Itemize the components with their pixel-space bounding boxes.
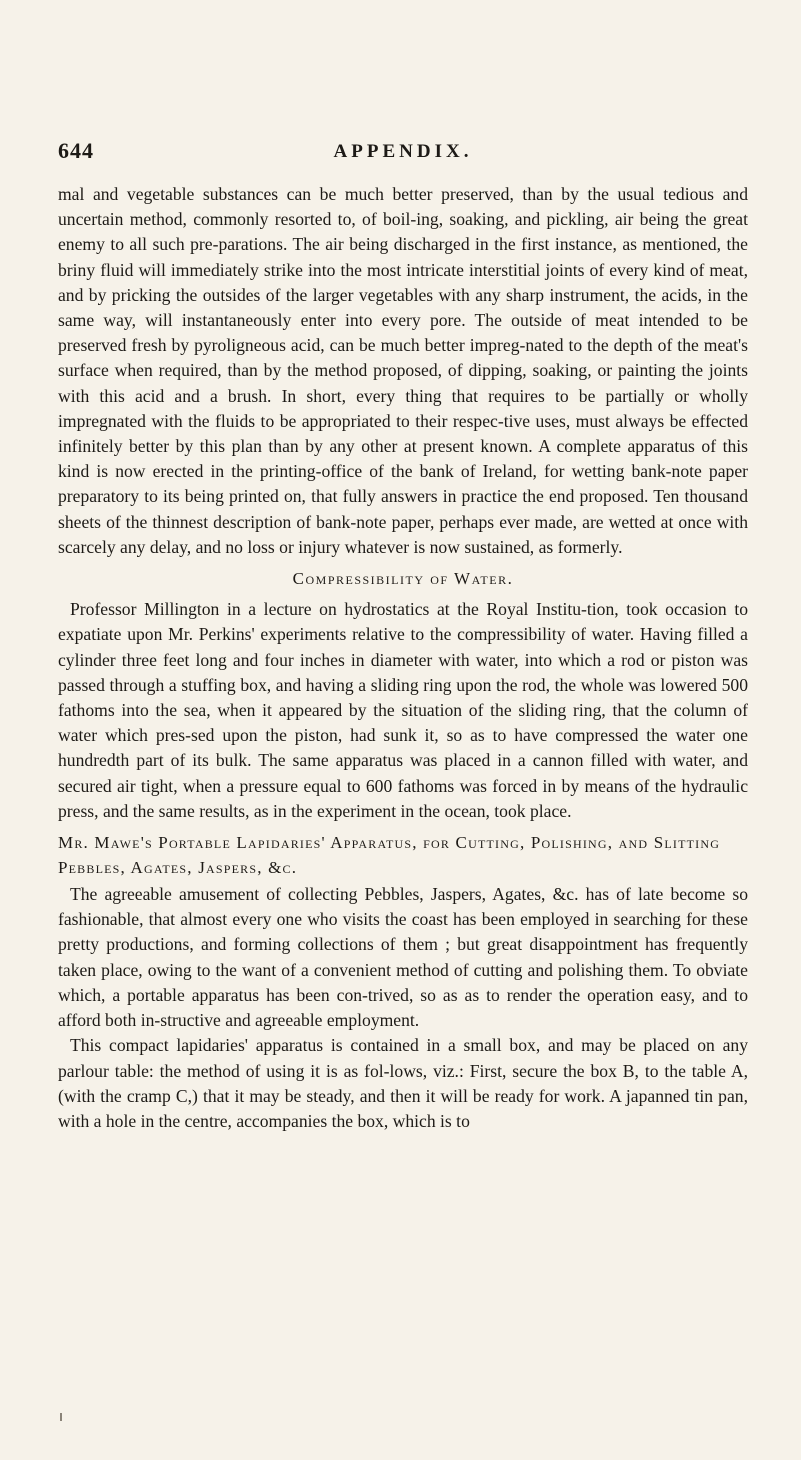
paragraph-compressibility: Professor Millington in a lecture on hydrostatics at the Royal Institu-tion, took occasion to expatiate upon Mr. Perkins' experiments relative to the compressibility of water. Having filled a cylinder three feet long and four inches in diameter with water, into which a rod or piston was passed through a stuffing box, and having a sliding ring upon the rod, the whole was lowered 500 fathoms into the sea, when it appeared by the situation of the sliding ring, that the column of water which pres-sed upon the piston, had sunk it, so as to have compressed the water one hundredth part of its bulk. The same apparatus was placed in a cannon filled with water, and secured air tight, when a pressure equal to 600 fathoms was forced in by means of the hydraulic press, and the same results, as in the experiment in the ocean, took place. bbox=[58, 599, 748, 821]
body-text bbox=[58, 182, 748, 1134]
section-heading-lapidaries: Mr. Mawe's Portable Lapidaries' Apparatus, for Cutting, Polishing, and Slitting Pebbles, Agates, Jaspers, &c. bbox=[58, 833, 721, 878]
paragraph-preservation: mal and vegetable substances can be much better preserved, than by the usual tedious and uncertain method, commonly resorted to, of boil-ing, soaking, and pickling, air being the great enemy to all such pre-parations. The air being discharged in the first instance, as mentioned, the briny fluid will immediately strike into the most intricate interstitial joints of every kind of meat, and by pricking the outsides of the larger vegetables with any sharp instrument, the acids, in the same way, will instantaneously enter into every pore. The outside of meat intended to be preserved fresh by pyroligneous acid, can be much better impreg-nated to the depth of the meat's surface when required, than by the method proposed, of dipping, soaking, or painting the joints with this acid and a brush. In short, every thing that requires to be partially or wholly impregnated with the fluids to be appropriated to their respec-tive uses, must always be effected infinitely better by this plan than by any other at present known. A complete apparatus of this kind is now erected in the printing-office of the bank of Ireland, for wetting bank-note paper preparatory to its being printed on, that fully answers in practice the end proposed. Ten thousand sheets of the thinnest description of bank-note paper, perhaps ever made, are wetted at once with scarcely any delay, and no loss or injury whatever is now sustained, as formerly. bbox=[58, 184, 748, 557]
paragraph-apparatus: This compact lapidaries' apparatus is contained in a small box, and may be placed on any parlour table: the method of using it is as fol-lows, viz.: First, secure the box B, to the table A, (with the cramp C,) that it may be steady, and then it will be ready for work. A japanned tin pan, with a hole in the centre, accompanies the box, which is to bbox=[58, 1035, 748, 1131]
page-number: 644 bbox=[58, 138, 94, 163]
section-heading-compressibility: Compressibility of Water. bbox=[292, 569, 514, 589]
running-head bbox=[58, 138, 748, 168]
paragraph-pebbles: The agreeable amusement of collecting Pebbles, Jaspers, Agates, &c. has of late become so fashionable, that almost every one who visits the coast has been employed in searching for these pretty productions, and forming collections of them ; but great disappointment has frequently taken place, owing to the want of a convenient method of cutting and polishing them. To obviate which, a portable apparatus has been con-trived, so as as to render the operation easy, and to afford both in-structive and agreeable employment. bbox=[58, 884, 748, 1031]
ink-speck bbox=[60, 1413, 62, 1421]
running-title: APPENDIX. bbox=[333, 141, 473, 162]
